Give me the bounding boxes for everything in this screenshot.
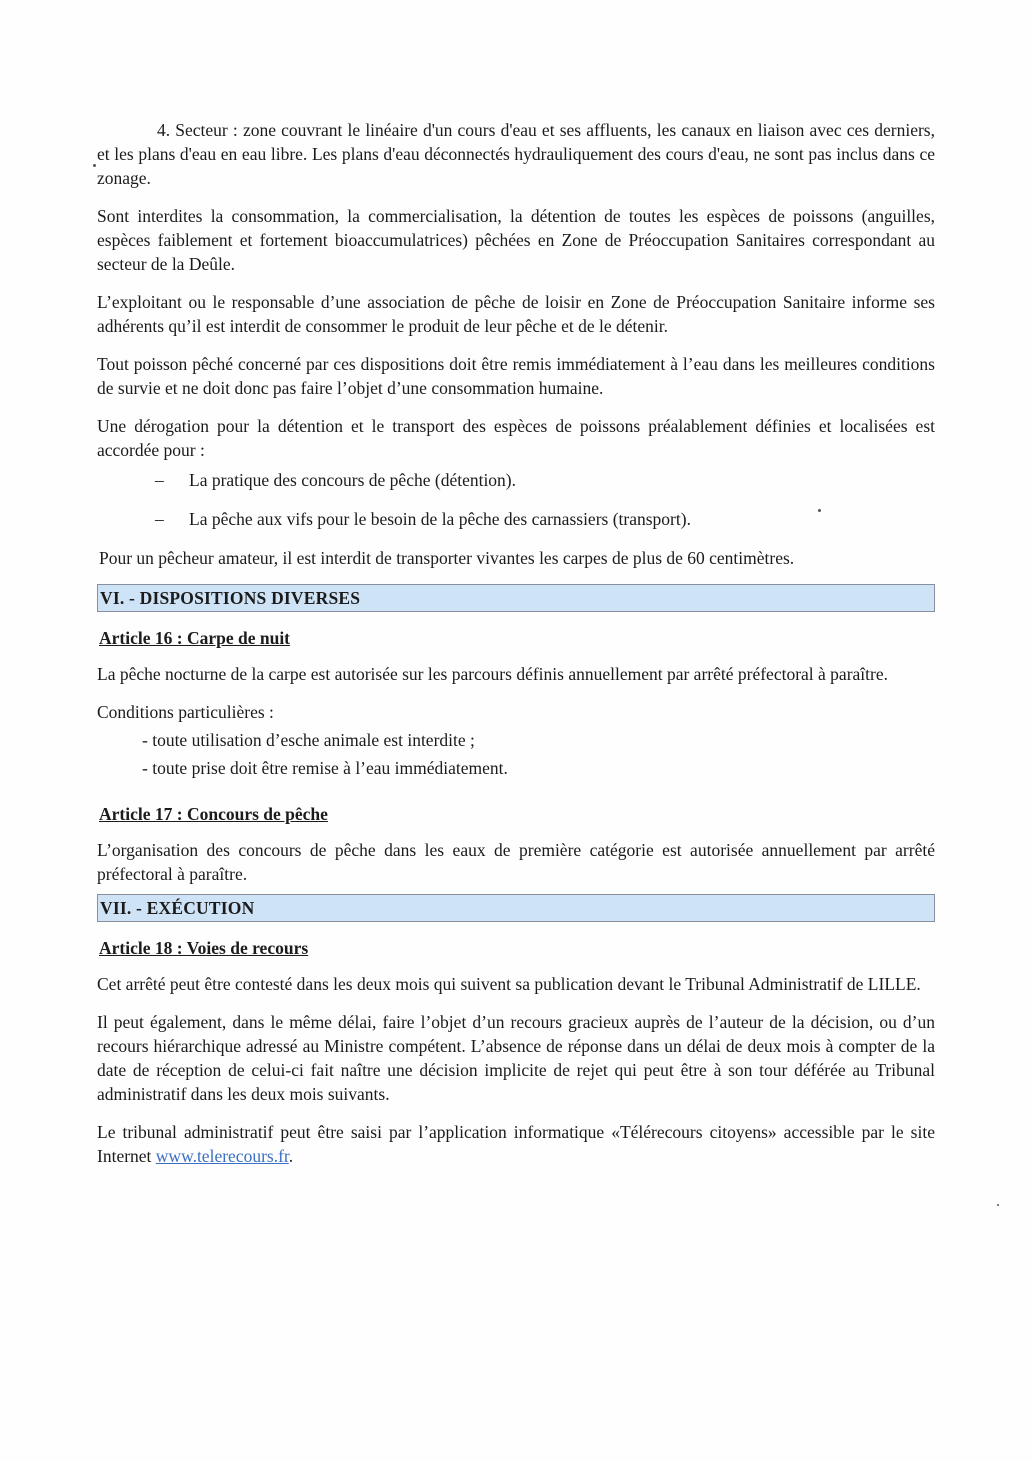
list-item xyxy=(97,507,935,531)
list-item-text: La pratique des concours de pêche (détention). xyxy=(189,470,517,490)
article-16-title: Article 16 : Carpe de nuit xyxy=(99,628,291,648)
article-18-body-3-end: . xyxy=(288,1146,294,1166)
conditions-label: Conditions particulières : xyxy=(97,702,274,722)
paragraph-carpes: Pour un pêcheur amateur, il est interdit de transporter vivantes les carpes de plus de 60 centimètres. xyxy=(99,548,795,568)
paragraph-interdiction: Sont interdites la consommation, la commercialisation, la détention de toutes les espèces de poissons (anguilles, espèces faiblement et fortement bioaccumulatrices) pêchées en Zone de Préoccupation Sanitaires correspondant au secteur de la Deûle. xyxy=(97,206,935,274)
document-body xyxy=(97,118,935,1182)
paragraph-remise: Tout poisson pêché concerné par ces dispositions doit être remis immédiatement à l’eau dans les meilleures conditions de survie et ne doit donc pas faire l’objet d’une consommation humaine. xyxy=(97,354,935,398)
telerecours-link[interactable]: www.telerecours.fr xyxy=(155,1146,289,1166)
dash-bullet: – xyxy=(155,509,164,529)
paragraph-derogation: Une dérogation pour la détention et le transport des espèces de poissons préalablement définies et localisées est accordée pour : xyxy=(97,416,935,460)
dash-bullet: – xyxy=(155,470,164,490)
article-17-title: Article 17 : Concours de pêche xyxy=(99,804,328,824)
section-heading-vii: VII. - EXÉCUTION xyxy=(97,894,935,922)
article-18-body-3-text: Le tribunal administratif peut être saisi par l’application informatique «Télérecours citoyens» accessible par le site Internet xyxy=(97,1122,935,1166)
article-18-title: Article 18 : Voies de recours xyxy=(99,938,309,958)
scan-speck xyxy=(997,1204,999,1206)
section-heading-vi: VI. - DISPOSITIONS DIVERSES xyxy=(97,584,935,612)
list-item: - toute utilisation d’esche animale est interdite ; xyxy=(142,730,475,750)
article-18-body-3 xyxy=(97,1120,935,1168)
scan-speck xyxy=(93,164,96,167)
conditions-list xyxy=(97,728,935,780)
list-item xyxy=(97,468,935,492)
list-item: - toute prise doit être remise à l’eau immédiatement. xyxy=(142,758,508,778)
paragraph-exploitant: L’exploitant ou le responsable d’une association de pêche de loisir en Zone de Préoccupation Sanitaire informe ses adhérents qu’il est interdit de consommer le produit de leur pêche et de le détenir. xyxy=(97,292,935,336)
list-item-text: La pêche aux vifs pour le besoin de la pêche des carnassiers (transport). xyxy=(189,509,691,529)
article-18-body-2: Il peut également, dans le même délai, faire l’objet d’un recours gracieux auprès de l’auteur de la décision, ou d’un recours hiérarchique adressé au Ministre compétent. L’absence de réponse dans un délai de deux mois à compter de la date de réception de celui-ci fait naître une décision implicite de rejet qui peut être à son tour déférée au Tribunal administratif dans les deux mois suivants. xyxy=(97,1012,935,1104)
sector-definition: 4. Secteur : zone couvrant le linéaire d'un cours d'eau et ses affluents, les canaux en liaison avec ces derniers, et les plans d'eau en eau libre. Les plans d'eau déconnectés hydrauliquement des cours d'eau, ne sont pas inclus dans ce zonage. xyxy=(97,120,935,188)
derogation-list xyxy=(97,468,935,531)
article-16-body: La pêche nocturne de la carpe est autorisée sur les parcours définis annuellement par arrêté préfectoral à paraître. xyxy=(97,664,888,684)
article-17-body: L’organisation des concours de pêche dans les eaux de première catégorie est autorisée annuellement par arrêté préfectoral à paraître. xyxy=(97,840,935,884)
article-18-body-1: Cet arrêté peut être contesté dans les deux mois qui suivent sa publication devant le Tribunal Administratif de LILLE. xyxy=(97,974,921,994)
